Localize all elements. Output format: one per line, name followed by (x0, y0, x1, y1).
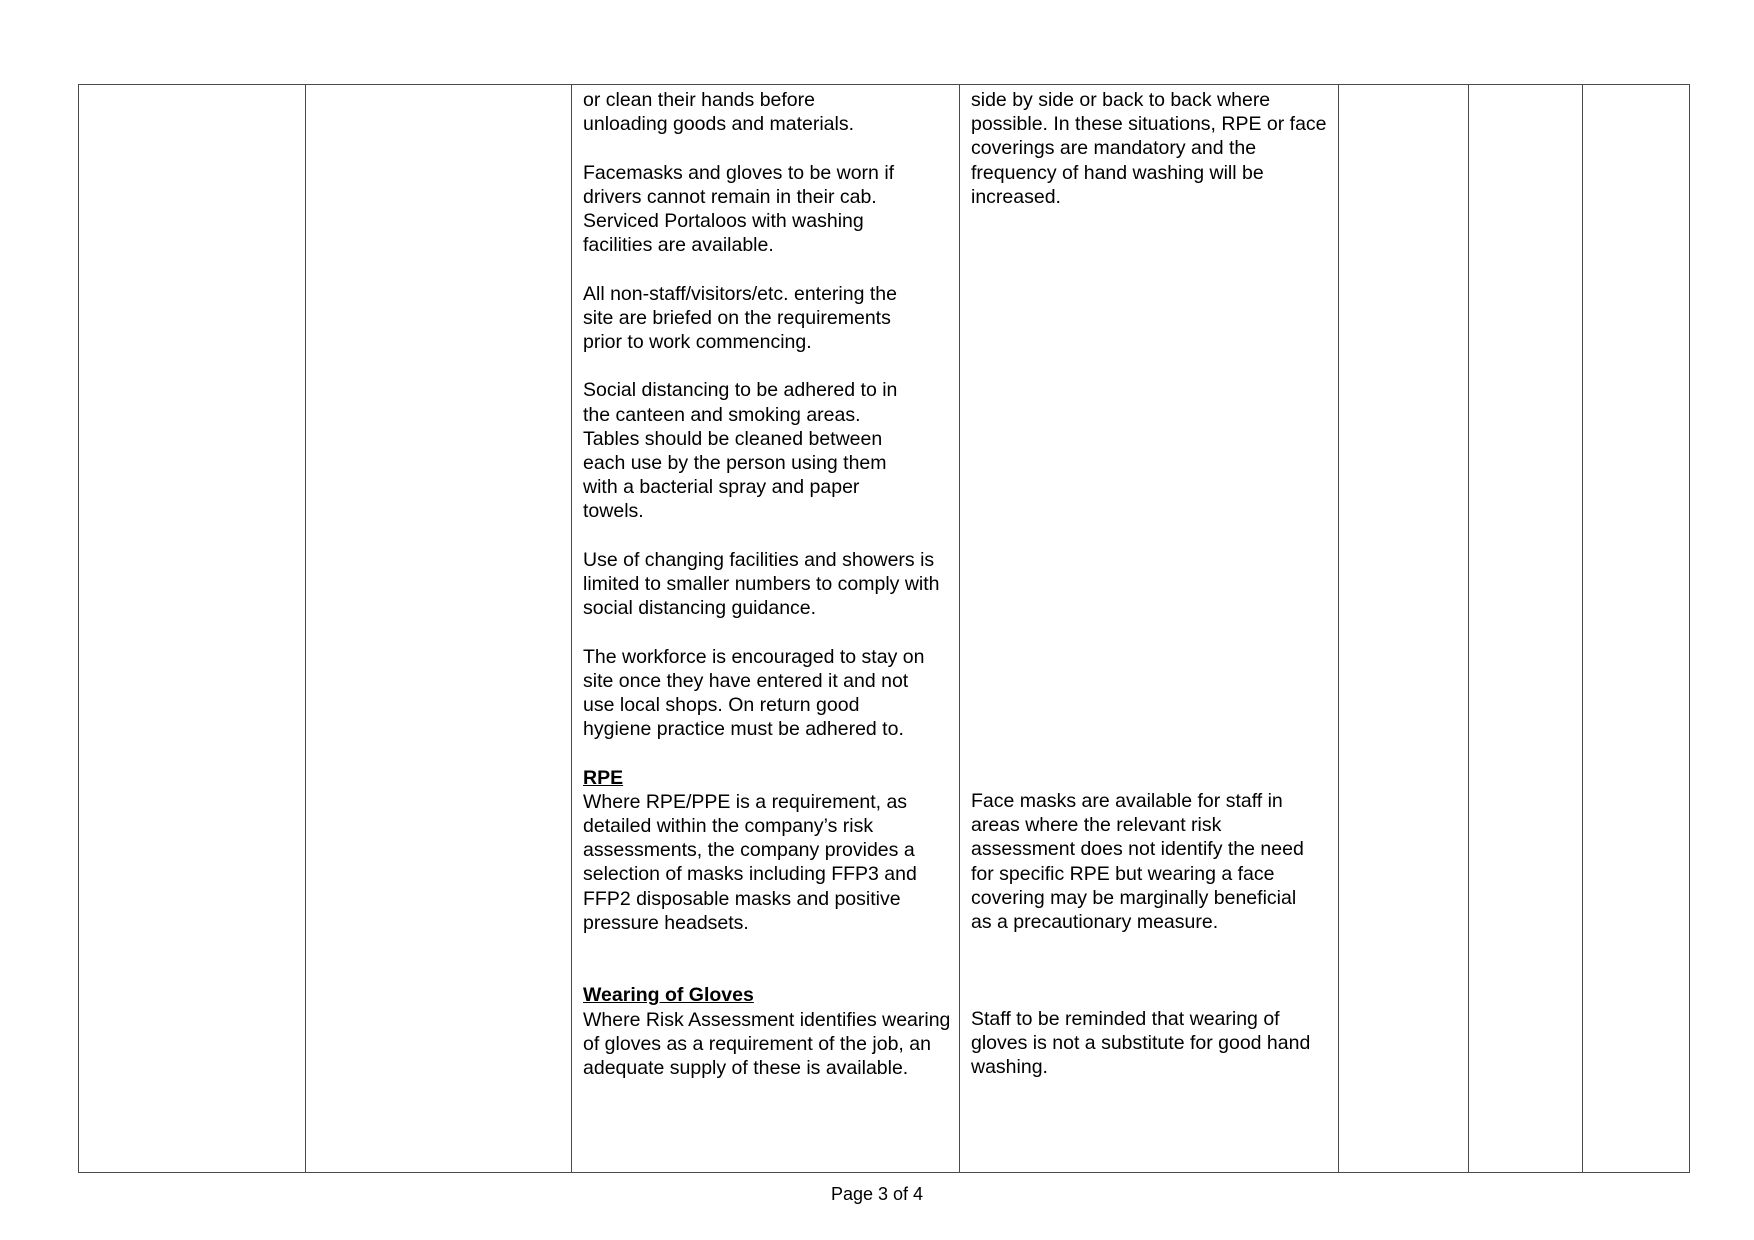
measure-social-distancing-canteen: Social distancing to be adhered to in the canteen and smoking areas. Tables should be cleaned between each use by the person using them with a bacterial spray and paper towels. (583, 379, 898, 523)
page-number: Page 3 of 4 (830, 1184, 924, 1204)
measure-changing-facilities: Use of changing facilities and showers is limited to smaller numbers to comply with social distancing guidance. (583, 548, 940, 620)
measure-hand-cleaning: or clean their hands before unloading goods and materials. (583, 89, 855, 136)
measure-facemasks-drivers: Facemasks and gloves to be worn if drivers cannot remain in their cab. Serviced Portaloos with washing facilities are available. (583, 161, 895, 257)
rpe-section (583, 766, 955, 935)
gloves-section (583, 983, 955, 1080)
column-further-action (960, 85, 1339, 1172)
action-face-masks: Face masks are available for staff in areas where the relevant risk assessment does not identify the need for specific RPE but wearing a face covering may be marginally beneficial as a precautionary measure. (971, 790, 1304, 934)
column-date (1469, 85, 1583, 1172)
rpe-heading: RPE (583, 766, 624, 789)
rpe-text: Where RPE/PPE is a requirement, as detailed within the company’s risk assessments, the company provides a selection of masks including FFP3 and FFP2 disposable masks and positive pressure headsets. (583, 790, 917, 934)
further-action-text (971, 88, 1332, 1079)
action-side-by-side: side by side or back to back where possible. In these situations, RPE or face coverings are mandatory and the frequency of hand washing will be increased. (971, 89, 1327, 208)
column-done (1583, 85, 1691, 1172)
gloves-text: Where Risk Assessment identifies wearing of gloves as a requirement of the job, an adequate supply of these is available. (583, 1008, 951, 1080)
column-action-by (1339, 85, 1469, 1172)
measure-visitors-briefed: All non-staff/visitors/etc. entering the site are briefed on the requirements prior to work commencing. (583, 282, 897, 353)
gloves-heading: Wearing of Gloves (583, 984, 754, 1007)
risk-assessment-table (78, 84, 1690, 1173)
column-persons-at-risk (306, 85, 572, 1172)
action-gloves-reminder: Staff to be reminded that wearing of gloves is not a substitute for good hand washing. (971, 1008, 1311, 1079)
control-measures-text (583, 88, 953, 1080)
column-control-measures (572, 85, 960, 1172)
measure-stay-on-site: The workforce is encouraged to stay on site once they have entered it and not use local shops. On return good hygiene practice must be adhered to. (583, 645, 925, 741)
column-hazard (79, 85, 306, 1172)
